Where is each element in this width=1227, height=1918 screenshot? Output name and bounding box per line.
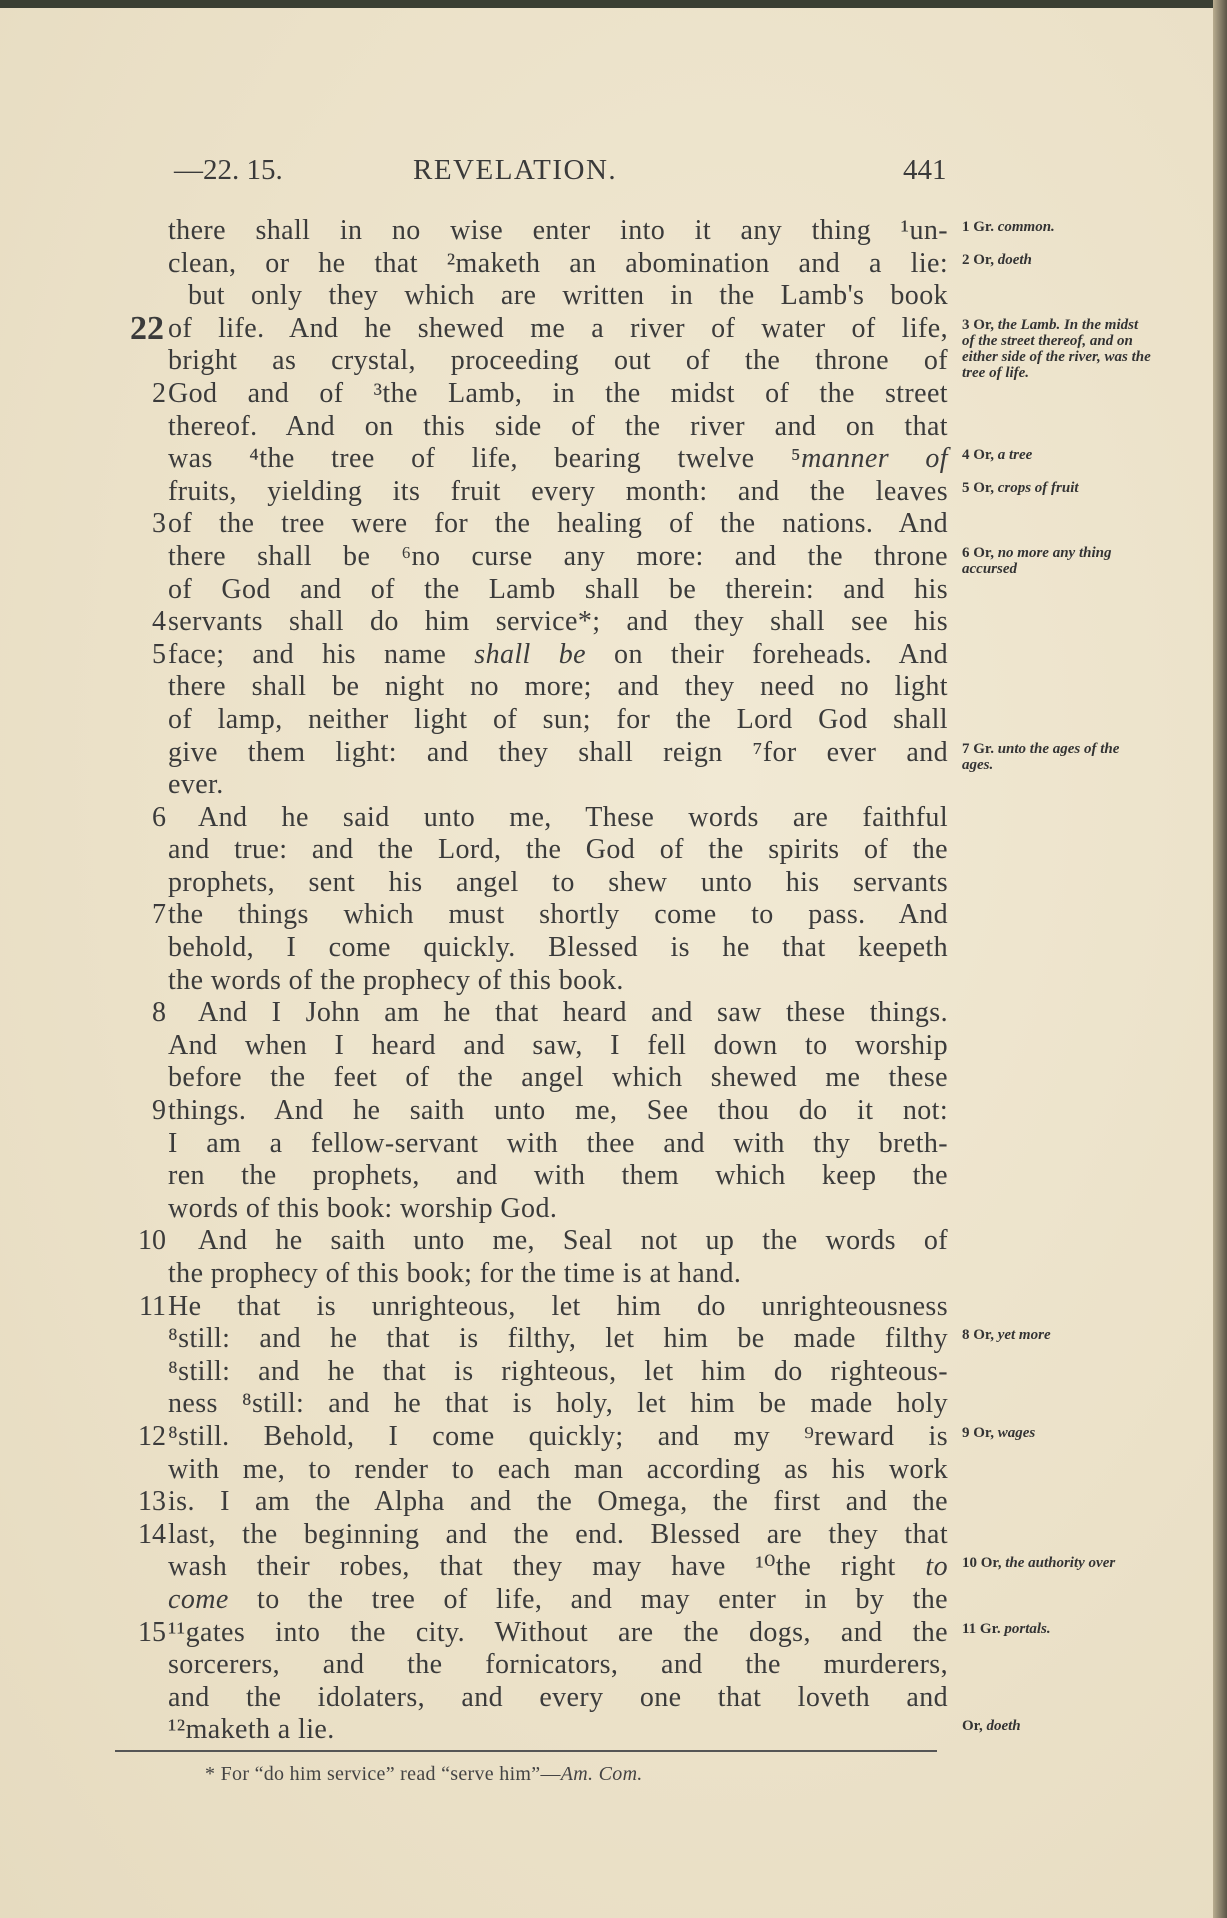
- text-line: [128, 508, 988, 541]
- text-segment: clean, or he that ²maketh an abomination and a lie:: [168, 247, 948, 279]
- note-segment: crops of fruit: [997, 479, 1079, 496]
- text-line: [128, 1486, 988, 1519]
- italic-text: to: [925, 1551, 948, 1583]
- text-line: [128, 345, 988, 378]
- line-text: [168, 1095, 948, 1128]
- line-text: [168, 1356, 948, 1389]
- text-line: [128, 1714, 1021, 1747]
- text-line: [128, 606, 988, 639]
- line-text: [168, 1649, 948, 1682]
- text-line: [128, 1388, 988, 1421]
- line-text: [168, 541, 948, 574]
- margin-note: [962, 1718, 1152, 1734]
- text-segment: on their foreheads. And: [586, 638, 948, 670]
- text-segment: ren the prophets, and with them which keep the: [168, 1160, 948, 1192]
- line-text: [168, 1160, 948, 1193]
- text-segment: with me, to render to each man according as his work: [168, 1453, 948, 1485]
- line-text: [168, 834, 948, 867]
- line-text: [168, 704, 948, 737]
- line-text: [168, 1388, 948, 1421]
- text-segment: there shall be night no more; and they need no light: [168, 671, 948, 703]
- margin-note: [962, 1425, 1152, 1441]
- verse-number: 6: [152, 801, 166, 833]
- verse-number: 10: [138, 1225, 166, 1257]
- margin-note: [962, 741, 1152, 773]
- text-segment: and true: and the Lord, the God of the spirits of the: [168, 834, 948, 866]
- margin-note: [962, 480, 1152, 496]
- note-segment: 3 Or,: [962, 316, 998, 333]
- text-segment: God and of ³the Lamb, in the midst of the street: [168, 377, 948, 409]
- text-segment: last, the beginning and the end. Blessed are they that: [168, 1518, 948, 1550]
- verse-number: 12: [138, 1420, 166, 1452]
- line-text: [168, 443, 948, 476]
- text-line: [128, 932, 988, 965]
- text-segment: to the tree of life, and may enter in by the: [228, 1583, 948, 1615]
- margin-note: [962, 1555, 1152, 1571]
- text-segment: the words of the prophecy of this book.: [168, 964, 624, 996]
- line-text: [168, 639, 948, 672]
- line-text: [168, 378, 948, 411]
- verse-number: 7: [152, 899, 166, 931]
- note-segment: common.: [997, 219, 1055, 235]
- line-text: [168, 1584, 948, 1617]
- text-segment: And when I heard and saw, I fell down to worship: [168, 1029, 948, 1061]
- note-segment: the Lamb. In the midst of the street thereof, and on either side of the river, was the tree of life.: [962, 316, 1151, 381]
- note-segment: yet more: [997, 1327, 1051, 1344]
- text-line: [128, 1062, 988, 1095]
- text-line: [128, 965, 988, 998]
- line-text: [168, 1258, 948, 1291]
- italic-text: come: [168, 1583, 229, 1615]
- line-text: [168, 671, 948, 704]
- line-text: [168, 1421, 948, 1454]
- line-text: [168, 508, 948, 541]
- note-segment: doeth: [997, 251, 1032, 268]
- line-text: [198, 802, 948, 835]
- text-segment: of life. And he shewed me a river of water of life,: [168, 312, 948, 344]
- note-segment: 7 Gr.: [962, 740, 998, 757]
- text-line: [128, 443, 1033, 476]
- text-line: [128, 411, 988, 444]
- note-segment: Or,: [962, 1718, 987, 1735]
- line-text: [168, 965, 948, 998]
- line-text: [168, 1551, 948, 1584]
- page-number: 441: [903, 154, 947, 186]
- text-segment: thereof. And on this side of the river and on that: [168, 410, 948, 442]
- text-segment: ¹¹gates into the city. Without are the dogs, and the: [168, 1616, 948, 1648]
- line-text: [168, 411, 948, 444]
- line-text: [168, 932, 948, 965]
- line-text: [168, 574, 948, 607]
- line-text: [168, 215, 948, 248]
- text-segment: And he saith unto me, Seal not up the words of: [198, 1225, 948, 1257]
- text-segment: face; and his name: [168, 638, 475, 670]
- footnote: [205, 1763, 643, 1786]
- text-segment: I am a fellow-servant with thee and with thy breth-: [168, 1127, 948, 1159]
- page-edge: [1213, 0, 1227, 1918]
- text-line: [128, 1616, 1051, 1650]
- text-line: [128, 1519, 988, 1552]
- margin-note: [962, 317, 1152, 381]
- text-segment: ⁸still: and he that is filthy, let him be made filthy: [168, 1323, 948, 1355]
- text-segment: there shall in no wise enter into it any thing ¹un-: [168, 215, 948, 246]
- text-segment: ⁸still. Behold, I come quickly; and my ⁹reward is: [168, 1420, 948, 1452]
- line-text: [168, 737, 948, 770]
- note-segment: 8 Or,: [962, 1327, 998, 1344]
- text-line: [128, 1323, 1051, 1356]
- margin-note: [962, 252, 1152, 268]
- line-text: [198, 997, 948, 1030]
- text-segment: fruits, yielding its fruit every month: and the leaves: [168, 475, 948, 507]
- text-line: [128, 736, 1120, 773]
- verse-number: 8: [152, 997, 166, 1029]
- text-line: [128, 1291, 988, 1324]
- italic-text: manner of: [801, 443, 948, 475]
- text-segment: give them light: and they shall reign ⁷for ever and: [168, 736, 948, 768]
- text-line: [128, 215, 1055, 248]
- line-text: [168, 1323, 948, 1356]
- note-segment: 4 Or,: [962, 447, 998, 464]
- line-text: [168, 1030, 948, 1063]
- text-segment: He that is unrighteous, let him do unrighteousness: [168, 1290, 948, 1322]
- note-segment: no more any thing accursed: [962, 544, 1112, 577]
- footnote-source: Am. Com.: [560, 1763, 643, 1785]
- line-text: [168, 899, 948, 932]
- line-text: [168, 345, 948, 378]
- line-text: [168, 1682, 948, 1715]
- text-line: [128, 1258, 988, 1291]
- text-segment: And he said unto me, These words are faithful: [198, 801, 948, 833]
- text-line: [128, 574, 988, 607]
- note-segment: wages: [997, 1424, 1036, 1441]
- line-text: [168, 1519, 948, 1552]
- verse-number: 4: [152, 606, 166, 638]
- line-text: [168, 476, 948, 509]
- line-text: [198, 1225, 948, 1258]
- text-segment: servants shall do him service*; and they shall see his: [168, 606, 948, 638]
- note-segment: doeth: [986, 1718, 1021, 1735]
- text-segment: the prophecy of this book; for the time is at hand.: [168, 1258, 742, 1289]
- text-segment: was ⁴the tree of life, bearing twelve ⁵: [168, 443, 802, 475]
- text-line: [128, 639, 988, 672]
- text-segment: and the idolaters, and every one that loveth and: [168, 1681, 948, 1713]
- line-text: [188, 280, 948, 313]
- line-text: [168, 313, 948, 346]
- margin-note: [962, 447, 1152, 463]
- text-line: [128, 671, 988, 704]
- book-title: REVELATION.: [413, 154, 618, 186]
- line-text: [168, 606, 948, 639]
- text-line: [128, 1420, 1036, 1454]
- text-segment: before the feet of the angel which shewed me these: [168, 1062, 948, 1094]
- text-line: [128, 1225, 988, 1258]
- text-segment: there shall be ⁶no curse any more: and the throne: [168, 540, 948, 572]
- text-line: [128, 769, 988, 802]
- margin-note: [962, 545, 1152, 577]
- book-page: [0, 8, 1214, 1918]
- text-line: [128, 1649, 988, 1682]
- text-segment: ⁸still: and he that is righteous, let him do righteous-: [168, 1355, 948, 1387]
- text-line: [128, 1551, 1116, 1584]
- text-line: [128, 1128, 988, 1161]
- margin-note: [962, 1327, 1152, 1343]
- text-line: [128, 540, 1112, 577]
- note-segment: 11 Gr.: [962, 1620, 1005, 1637]
- chapter-number: 22: [130, 309, 164, 347]
- text-line: [128, 899, 988, 932]
- text-line: [128, 1030, 988, 1063]
- note-segment: a tree: [997, 447, 1033, 464]
- text-segment: words of this book: worship God.: [168, 1192, 558, 1224]
- line-text: [168, 1062, 948, 1095]
- text-line: [128, 247, 1032, 281]
- text-line: [128, 1356, 988, 1389]
- line-text: [168, 248, 948, 281]
- scripture-text: [128, 215, 1151, 1747]
- text-segment: is. I am the Alpha and the Omega, the first and the: [168, 1486, 948, 1518]
- text-segment: things. And he saith unto me, See thou do it not:: [168, 1095, 948, 1127]
- line-text: [168, 867, 948, 900]
- line-text: [168, 1128, 948, 1161]
- text-segment: of lamp, neither light of sun; for the Lord God shall: [168, 703, 948, 735]
- text-segment: And I John am he that heard and saw these things.: [198, 997, 948, 1029]
- note-segment: 10 Or,: [962, 1555, 1006, 1572]
- line-text: [168, 1486, 948, 1519]
- verse-number: 2: [152, 377, 166, 409]
- italic-text: shall be: [474, 638, 587, 670]
- text-line: [128, 1160, 988, 1193]
- note-segment: the authority over: [1005, 1555, 1116, 1572]
- text-line: [128, 378, 988, 411]
- text-segment: of God and of the Lamb shall be therein: and his: [168, 573, 948, 605]
- text-segment: behold, I come quickly. Blessed is he that keepeth: [168, 932, 948, 964]
- margin-note: [962, 1621, 1152, 1637]
- line-text: [168, 769, 948, 802]
- note-segment: 9 Or,: [962, 1424, 998, 1441]
- margin-note: [962, 219, 1152, 235]
- text-segment: but only they which are written in the Lamb's book: [188, 280, 948, 312]
- line-text: [168, 1617, 948, 1650]
- text-line: [128, 1454, 988, 1487]
- text-line: [128, 1682, 988, 1715]
- note-segment: 6 Or,: [962, 544, 998, 561]
- note-segment: 2 Or,: [962, 251, 998, 268]
- text-line: [128, 704, 988, 737]
- text-segment: sorcerers, and the fornicators, and the murderers,: [168, 1649, 948, 1681]
- note-segment: 5 Or,: [962, 479, 998, 496]
- text-line: [128, 1193, 988, 1226]
- verse-number: 15: [138, 1616, 166, 1648]
- text-line: [128, 280, 988, 313]
- text-segment: ness ⁸still: and he that is holy, let him be made holy: [168, 1388, 948, 1420]
- text-segment: bright as crystal, proceeding out of the throne of: [168, 345, 948, 377]
- verse-number: 13: [138, 1486, 166, 1518]
- note-segment: unto the ages of the ages.: [962, 740, 1120, 773]
- verse-number: 5: [152, 638, 166, 670]
- verse-number: 3: [152, 508, 166, 540]
- note-segment: portals.: [1004, 1620, 1051, 1637]
- text-line: [128, 867, 988, 900]
- text-line: [128, 1584, 988, 1617]
- text-segment: of the tree were for the healing of the nations. And: [168, 508, 948, 540]
- chapter-verse-reference: —22. 15.: [174, 154, 283, 186]
- text-segment: wash their robes, that they may have ¹⁰the right: [168, 1551, 926, 1583]
- text-segment: ¹²maketh a lie.: [168, 1714, 335, 1746]
- verse-number: 9: [152, 1095, 166, 1127]
- footnote-text: * For “do him service” read “serve him”—: [205, 1763, 561, 1785]
- text-line: [128, 1095, 988, 1128]
- verse-number: 11: [139, 1290, 166, 1322]
- text-line: [128, 834, 988, 867]
- text-segment: ever.: [168, 769, 224, 801]
- text-segment: the things which must shortly come to pass. And: [168, 899, 948, 931]
- text-line: [128, 475, 1079, 509]
- line-text: [168, 1193, 948, 1226]
- footnote-divider: [115, 1750, 937, 1752]
- text-line: [128, 997, 988, 1030]
- text-segment: prophets, sent his angel to shew unto his servants: [168, 866, 948, 898]
- line-text: [168, 1714, 948, 1747]
- note-segment: 1 Gr.: [962, 219, 998, 235]
- running-header: [0, 154, 1214, 190]
- line-text: [168, 1454, 948, 1487]
- text-line: [128, 802, 988, 835]
- line-text: [168, 1291, 948, 1324]
- verse-number: 14: [138, 1518, 166, 1550]
